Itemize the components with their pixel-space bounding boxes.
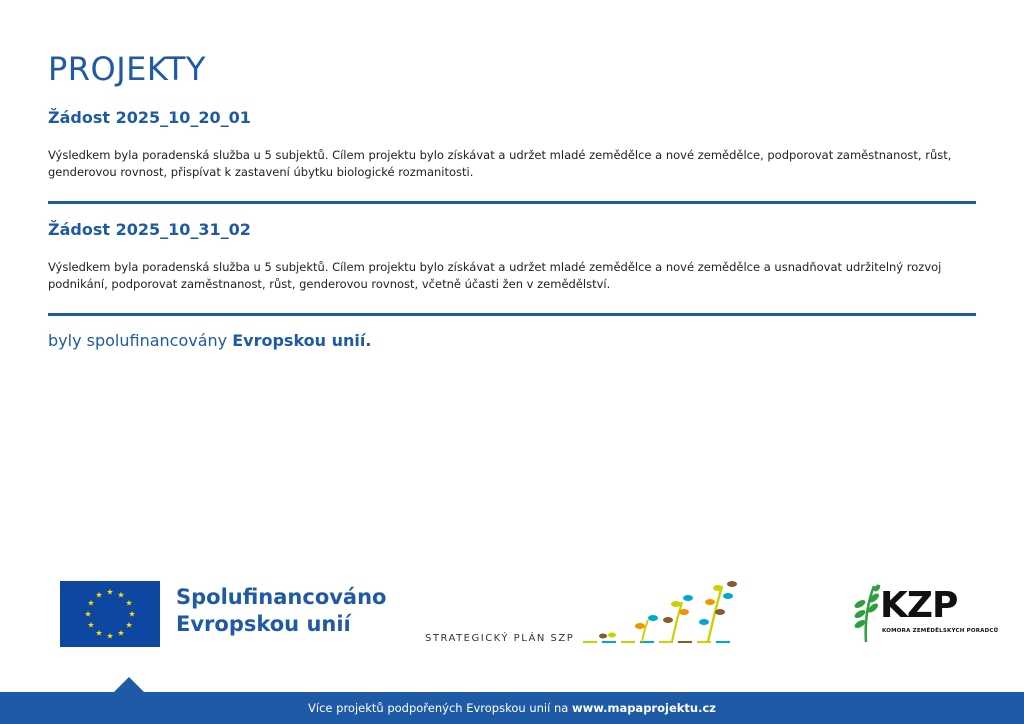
divider: [48, 313, 976, 316]
project-title: Žádost 2025_10_31_02: [48, 220, 251, 239]
eu-star-icon: [126, 622, 132, 628]
cofunding-emphasis: Evropskou unií.: [232, 331, 372, 350]
eu-star-icon: [96, 592, 102, 598]
cofunding-prefix: byly spolufinancovány: [48, 331, 233, 350]
eu-star-icon: [118, 592, 124, 598]
eu-star-icon: [118, 630, 124, 636]
project-description: Výsledkem byla poradenská služba u 5 subjektů. Cílem projektu bylo získávat a udržet mladé zemědělce a nové zemědělce a usnadňovat udržitelný rozvoj podnikání, podporovat zaměstnanost, růst, genderovou rovnost, včetně účasti žen v zemědělství.: [48, 260, 942, 291]
footer-link[interactable]: www.mapaprojektu.cz: [571, 701, 716, 715]
project-1: [48, 108, 976, 181]
eu-star-icon: [96, 630, 102, 636]
project-description: Výsledkem byla poradenská služba u 5 subjektů. Cílem projektu bylo získávat a udržet mladé zemědělce a nové zemědělce, podporovat zaměstnanost, růst, genderovou rovnost, přispívat k zastavení úbytku biologické rozmanitosti.: [48, 148, 952, 179]
divider: [48, 201, 976, 204]
kzp-logo-text: KZP: [880, 585, 958, 626]
eu-star-icon: [88, 600, 94, 606]
eu-text-line2: Evropskou unií: [176, 612, 351, 636]
project-title: Žádost 2025_10_20_01: [48, 108, 251, 127]
eu-star-icon: [85, 611, 91, 617]
eu-star-icon: [88, 622, 94, 628]
kzp-logo: [852, 582, 999, 644]
szp-sprouts-logo-icon: [580, 578, 745, 648]
footer-text: Více projektů podpořených Evropskou unií na: [308, 701, 572, 715]
eu-cofunded-logo-text: [176, 584, 386, 638]
szp-label: STRATEGICKÝ PLÁN SZP: [425, 633, 575, 644]
eu-flag-icon: [60, 581, 160, 647]
cofunding-statement: [48, 331, 371, 350]
page-title: PROJEKTY: [48, 50, 206, 88]
footer-bar: [0, 692, 1024, 724]
eu-star-icon: [126, 600, 132, 606]
footer-notch: [113, 677, 145, 693]
eu-star-icon: [129, 611, 135, 617]
eu-star-icon: [107, 589, 113, 595]
eu-star-icon: [107, 633, 113, 639]
kzp-logo-subtitle: KOMORA ZEMĚDĚLSKÝCH PORADCŮ: [882, 628, 999, 634]
eu-text-line1: Spolufinancováno: [176, 585, 387, 609]
project-2: [48, 220, 976, 293]
